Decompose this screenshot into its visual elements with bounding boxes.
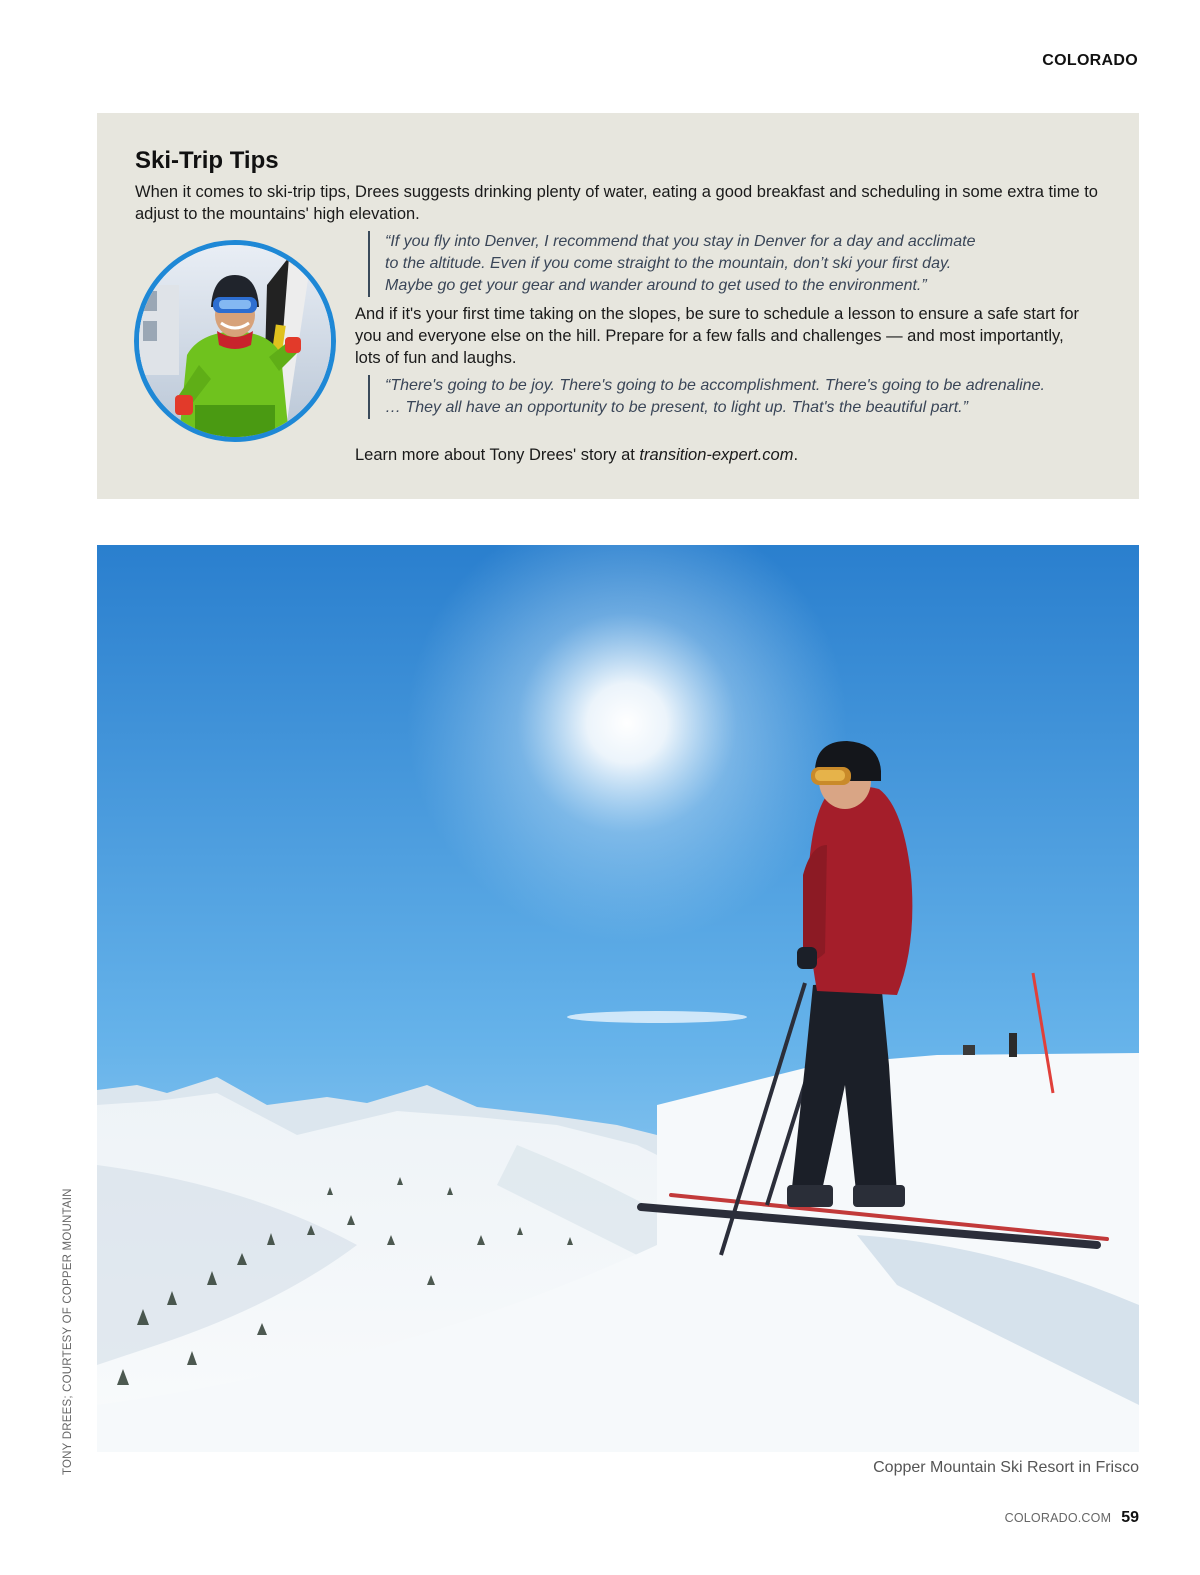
tips-body: And if it's your first time taking on the slopes, be sure to schedule a lesson to ensure a safe start for you and everyone else on the hill. Prepare for a few falls and challenges — and most importantly, lots of fun and laughs.: [355, 305, 1080, 367]
page-footer: [1005, 1509, 1139, 1527]
copper-mountain-photo: [97, 545, 1139, 1452]
quote-line: “If you fly into Denver, I recommend that you stay in Denver for a day and acclimate: [385, 233, 976, 250]
quote-joy: [368, 375, 1125, 419]
learn-more: [355, 444, 798, 466]
quote-acclimate: [368, 231, 1065, 297]
tips-title: Ski-Trip Tips: [135, 147, 279, 174]
portrait-illustration: [139, 245, 331, 437]
ski-trip-tips-box: [97, 113, 1139, 499]
quote-line: to the altitude. Even if you come straight to the mountain, don’t ski your first day.: [385, 255, 952, 272]
learn-more-text: Learn more about Tony Drees' story at: [355, 446, 640, 464]
skier-on-mountain-illustration: [97, 545, 1139, 1452]
section-label: COLORADO: [1042, 52, 1138, 69]
transition-expert-link[interactable]: transition-expert.com: [639, 446, 794, 464]
quote-line: … They all have an opportunity to be present, to light up. That's the beautiful part.”: [385, 399, 968, 416]
quote-line: “There's going to be joy. There's going to be accomplishment. There's going to be adrenaline.: [385, 377, 1045, 394]
tony-drees-portrait: [134, 240, 336, 442]
photo-caption: Copper Mountain Ski Resort in Frisco: [873, 1459, 1139, 1476]
quote-line: Maybe go get your gear and wander around to get used to the environment.”: [385, 277, 927, 294]
page-number: 59: [1121, 1509, 1139, 1526]
learn-more-period: .: [793, 446, 799, 464]
tips-intro: When it comes to ski-trip tips, Drees suggests drinking plenty of water, eating a good breakfast and scheduling in some extra time to adjust to the mountains' high elevation.: [135, 183, 1098, 223]
photo-credit: TONY DREES; COURTESY OF COPPER MOUNTAIN: [62, 1188, 74, 1475]
footer-site: COLORADO.COM: [1004, 1511, 1112, 1525]
